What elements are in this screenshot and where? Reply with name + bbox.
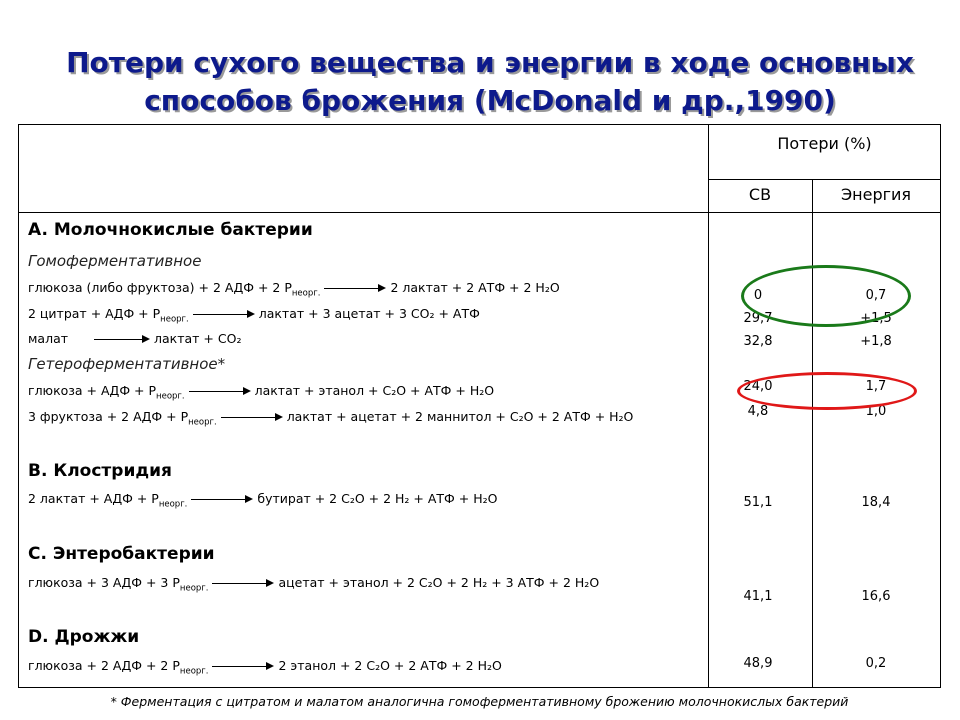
energy-value-a2: +1,5 bbox=[860, 311, 892, 326]
reaction-arrow bbox=[212, 579, 274, 589]
reaction-arrow bbox=[191, 495, 253, 505]
section-b-title: B. Клостридия bbox=[28, 461, 172, 481]
equation-a1: глюкоза (либо фруктоза) + 2 АДФ + 2 $Р_{неорг.}$ 2 лактат + 2 АТФ + 2 H₂O bbox=[28, 280, 560, 299]
dm-value-d: 48,9 bbox=[743, 656, 773, 671]
equation-d: глюкоза + 2 АДФ + 2 $Р_{неорг.}$ 2 этанол + 2 C₂O + 2 АТФ + 2 H₂O bbox=[28, 658, 502, 677]
energy-header: Энергия bbox=[840, 185, 912, 204]
equation-a4: глюкоза + АДФ + $Р_{неорг.}$ лактат + этанол + C₂O + АТФ + H₂O bbox=[28, 383, 495, 402]
equation-b: 2 лактат + АДФ + $Р_{неорг.}$ бутират + 2 C₂O + 2 H₂ + АТФ + H₂O bbox=[28, 491, 498, 510]
reaction-arrow bbox=[189, 387, 251, 397]
dm-value-a2: 29,7 bbox=[743, 311, 773, 326]
title-line-2: способов брожения (McDonald и др.,1990) bbox=[144, 84, 836, 117]
table-right-border bbox=[940, 124, 941, 688]
dm-value-b: 51,1 bbox=[743, 495, 773, 510]
energy-value-a5: 1,0 bbox=[865, 404, 887, 419]
dm-value-c: 41,1 bbox=[743, 589, 773, 604]
energy-value-d: 0,2 bbox=[865, 656, 887, 671]
reaction-arrow bbox=[324, 284, 386, 294]
section-c-title: C. Энтеробактерии bbox=[28, 544, 215, 564]
homofermentative-label: Гомоферментативное bbox=[28, 252, 202, 270]
column-divider-main bbox=[708, 124, 709, 688]
reaction-arrow bbox=[212, 662, 274, 672]
heterofermentative-label: Гетероферментативное* bbox=[28, 355, 226, 373]
equation-c: глюкоза + 3 АДФ + 3 $Р_{неорг.}$ ацетат + этанол + 2 C₂O + 2 H₂ + 3 АТФ + 2 H₂O bbox=[28, 575, 600, 594]
dm-value-a5: 4,8 bbox=[747, 404, 769, 419]
losses-header: Потери (%) bbox=[777, 134, 872, 153]
dm-value-a4: 24,0 bbox=[743, 379, 773, 394]
table-top-border bbox=[18, 124, 941, 125]
title-line-1: Потери сухого вещества и энергии в ходе основных bbox=[66, 46, 914, 79]
header-split-line bbox=[708, 179, 941, 180]
energy-value-b: 18,4 bbox=[861, 495, 891, 510]
equation-a5: 3 фруктоза + 2 АДФ + $Р_{неорг.}$ лактат + ацетат + 2 маннитол + C₂O + 2 АТФ + H₂O bbox=[28, 409, 634, 428]
dm-value-a3: 32,8 bbox=[743, 334, 773, 349]
footnote: * Ферментация с цитратом и малатом аналогична гомоферментативному брожению молочнокислых бактерий bbox=[110, 694, 849, 709]
green-highlight-ring bbox=[741, 265, 911, 327]
energy-value-a4: 1,7 bbox=[865, 379, 887, 394]
dm-header: СВ bbox=[748, 185, 772, 204]
reaction-arrow bbox=[221, 413, 283, 423]
energy-value-c: 16,6 bbox=[861, 589, 891, 604]
table-bottom-border bbox=[18, 687, 941, 688]
column-divider-values bbox=[812, 179, 813, 688]
equation-a3: малат лактат + CO₂ bbox=[28, 331, 242, 346]
energy-value-a1: 0,7 bbox=[865, 288, 887, 303]
equation-a2: 2 цитрат + АДФ + $Р_{неорг.}$ лактат + 3 ацетат + 3 CO₂ + АТФ bbox=[28, 306, 480, 325]
red-highlight-ring bbox=[737, 372, 917, 410]
section-d-title: D. Дрожжи bbox=[28, 627, 140, 647]
section-a-title: A. Молочнокислые бактерии bbox=[28, 220, 313, 240]
fermentation-table bbox=[18, 124, 941, 688]
table-left-border bbox=[18, 124, 19, 688]
header-bottom-border bbox=[18, 212, 941, 213]
reaction-arrow bbox=[193, 310, 255, 320]
dm-value-a1: 0 bbox=[753, 288, 763, 303]
energy-value-a3: +1,8 bbox=[860, 334, 892, 349]
page-title bbox=[40, 44, 940, 120]
reaction-arrow bbox=[94, 335, 150, 345]
